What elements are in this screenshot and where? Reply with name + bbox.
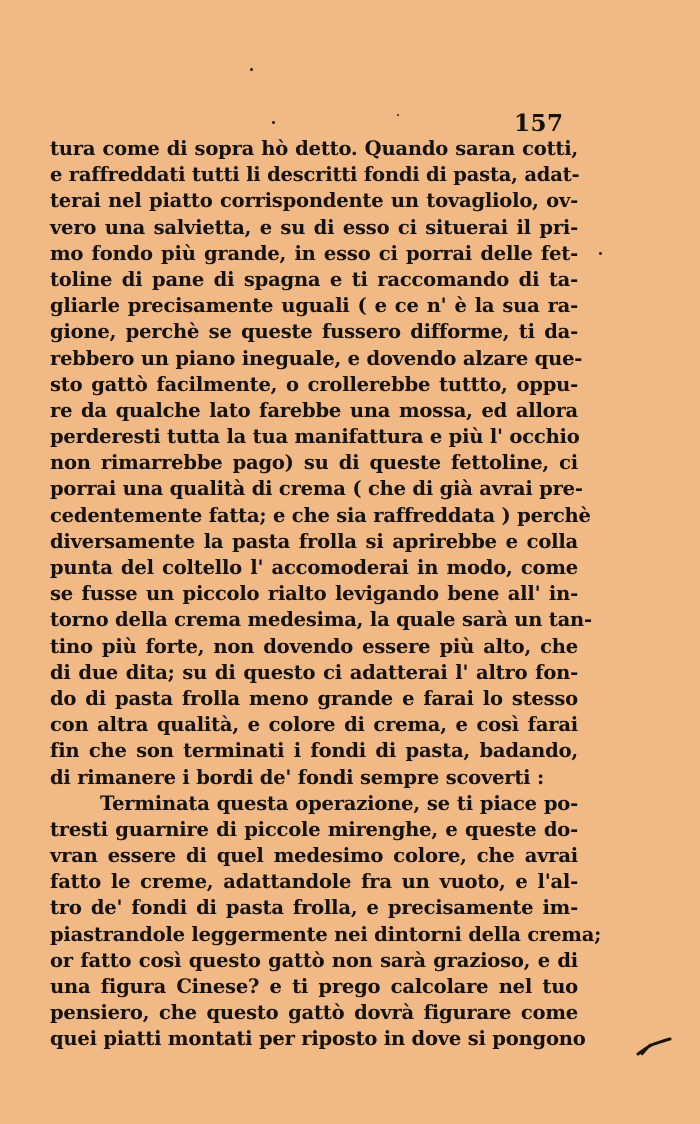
text-line: perderesti tutta la tua manifattura e più l' occhio <box>50 425 580 449</box>
text-line: e raffreddati tutti li descritti fondi di pasta, adat- <box>50 163 580 187</box>
text-line: gliarle precisamente uguali ( e ce n' è la sua ra- <box>50 294 578 318</box>
text-line: cedentemente fatta; e che sia raffreddata ) perchè <box>50 503 591 527</box>
text-line: fatto le creme, adattandole fra un vuoto, e l'al- <box>50 870 578 894</box>
text-line: sto gattò facilmente, o crollerebbe tuttto, oppu- <box>50 372 578 396</box>
ink-speck <box>599 252 602 255</box>
text-line: se fusse un piccolo rialto levigando bene all' in- <box>50 582 578 606</box>
text-line: toline di pane di spagna e ti raccomando di ta- <box>50 267 578 291</box>
text-line: tro de' fondi di pasta frolla, e precisamente im- <box>50 896 578 920</box>
text-line: punta del coltello l' accomoderai in modo, come <box>50 556 578 579</box>
text-line: di due dita; su di questo ci adatterai l' altro fon- <box>50 660 578 684</box>
text-line: terai nel piatto corrispondente un tovagliolo, ov- <box>50 189 578 213</box>
page-number: 157 <box>514 110 564 137</box>
text-line: gione, perchè se queste fussero difforme, ti da- <box>50 320 578 344</box>
text-line: porrai una qualità di crema ( che di già avrai pre- <box>50 477 583 501</box>
text-line: piastrandole leggermente nei dintorni della crema; <box>50 922 602 946</box>
ink-speck <box>250 68 253 71</box>
pen-stroke-mark <box>636 1036 672 1056</box>
body-text <box>50 136 602 1053</box>
text-line: di rimanere i bordi de' fondi sempre scoverti : <box>50 765 544 789</box>
text-line: diversamente la pasta frolla si aprirebbe e colla <box>50 529 578 553</box>
text-line: vran essere di quel medesimo colore, che avrai <box>50 844 578 868</box>
text-line: tino più forte, non dovendo essere più alto, che <box>50 634 578 658</box>
text-line: quei piatti montati per riposto in dove si pongono <box>50 1027 586 1051</box>
text-line: do di pasta frolla meno grande e farai lo stesso <box>50 686 578 710</box>
text-line: fin che son terminati i fondi di pasta, badando, <box>50 739 578 763</box>
text-line: con altra qualità, e colore di crema, e così farai <box>50 713 578 737</box>
text-line: tura come di sopra hò detto. Quando saran cotti, <box>50 137 578 160</box>
text-line: re da qualche lato farebbe una mossa, ed allora <box>50 398 578 422</box>
ink-speck <box>397 114 399 116</box>
text-line: rebbero un piano ineguale, e dovendo alzare que- <box>50 346 583 370</box>
text-line: una figura Cinese? e ti prego calcolare nel tuo <box>50 975 578 998</box>
text-line: mo fondo più grande, in esso ci porrai delle fet- <box>50 241 578 265</box>
text-line: or fatto così questo gattò non sarà grazioso, e di <box>50 948 578 972</box>
text-line: torno della crema medesima, la quale sarà un tan- <box>50 608 592 632</box>
text-line: Terminata questa operazione, se ti piace po- <box>100 791 578 815</box>
text-line: vero una salvietta, e su di esso ci situerai il pri- <box>50 215 578 239</box>
text-line: pensiero, che questo gattò dovrà figurare come <box>50 1001 578 1025</box>
ink-speck <box>272 121 275 124</box>
text-line: tresti guarnire di piccole mirenghe, e queste do- <box>50 817 578 841</box>
text-line: non rimarrebbe pago) su di queste fettoline, ci <box>50 451 578 475</box>
